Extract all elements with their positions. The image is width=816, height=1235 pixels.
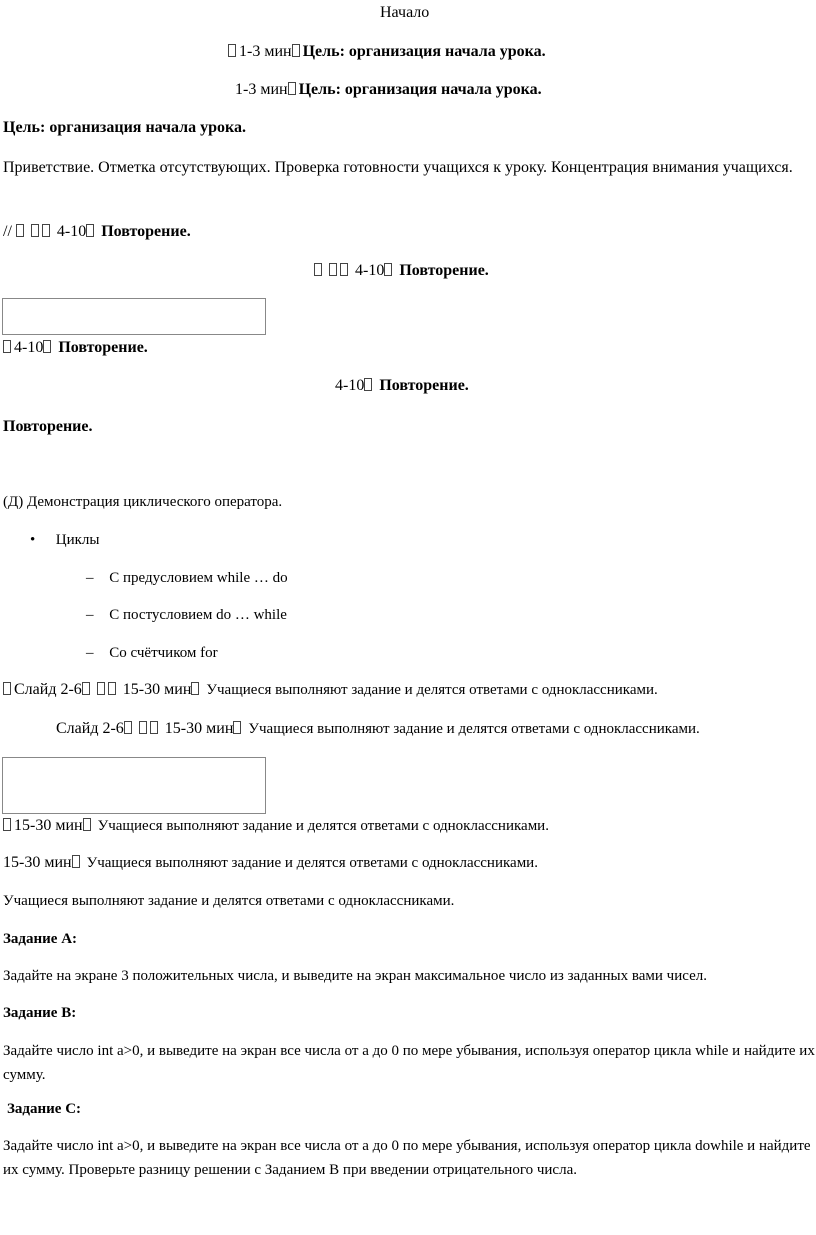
missing-glyph-icon — [3, 340, 11, 353]
slide-text: Учащиеся выполняют задание и делятся ответами с одноклассниками. — [206, 682, 658, 698]
task-b-text: Задайте число int a>0, и выведите на экран все числа от a до 0 по мере убывания, используя оператор цикла while и найдите их сумму. — [3, 1043, 815, 1083]
repeat-label: Повторение. — [101, 223, 191, 240]
goal-text: Цель: организация начала урока. — [302, 43, 546, 60]
slide-line-1 — [3, 680, 658, 700]
empty-frame — [2, 757, 266, 814]
goal-text: Цель: организация начала урока. — [298, 81, 542, 98]
repeat-time: 4-10 — [335, 377, 365, 394]
dash-icon: – — [86, 645, 94, 661]
task-c-text: Задайте число int a>0, и выведите на экран все числа от a до 0 по мере убывания, используя оператор цикла dowhile и найдите их сумму. Проверьте разницу решении с Заданием В при введении отрицательного числа. — [3, 1138, 811, 1178]
missing-glyph-icon — [124, 721, 132, 734]
cycles-label: Циклы — [55, 532, 100, 548]
missing-glyph-icon — [3, 682, 11, 695]
bullet-icon: • — [30, 532, 36, 548]
missing-glyph-icon — [228, 44, 236, 57]
task-a-text: Задайте на экране 3 положительных числа, и выведите на экран максимальное число из заданных вами чисел. — [3, 968, 707, 984]
missing-glyph-icon — [364, 378, 372, 391]
missing-glyph-icon — [3, 818, 11, 831]
cycle-item — [86, 568, 288, 588]
missing-glyph-icon — [82, 682, 90, 695]
slide-line-3 — [3, 816, 549, 836]
greeting-paragraph: Приветствие. Отметка отсутствующих. Проверка готовности учащихся к уроку. Концентрация внимания учащихся. — [3, 159, 793, 176]
repeat-time: 4-10 — [14, 339, 44, 356]
missing-glyph-icon — [43, 340, 51, 353]
slide-time: 15-30 мин — [3, 854, 72, 871]
missing-glyph-icon — [139, 721, 147, 734]
cycle-item — [86, 605, 287, 625]
cycle-item — [86, 643, 218, 663]
slide-time: 15-30 мин — [164, 720, 234, 737]
cycle-item-text: Со счётчиком for — [109, 645, 218, 661]
demo-line: (Д) Демонстрация циклического оператора. — [3, 494, 283, 510]
goal-time: 1-3 мин — [235, 81, 288, 98]
slide-time: 15-30 мин — [122, 681, 192, 698]
missing-glyph-icon — [292, 44, 300, 57]
repeat-label: Повторение. — [399, 262, 489, 279]
slide-text: Учащиеся выполняют задание и делятся ответами с одноклассниками. — [97, 818, 549, 834]
task-a-title: Задание А: — [3, 931, 78, 947]
missing-glyph-icon — [233, 721, 241, 734]
task-b-title: Задание В: — [3, 1005, 77, 1021]
missing-glyph-icon — [191, 682, 199, 695]
missing-glyph-icon — [329, 263, 337, 276]
dash-icon: – — [86, 607, 94, 623]
repeat-label: Повторение. — [379, 377, 469, 394]
goal-line-3: Цель: организация начала урока. — [3, 119, 247, 136]
missing-glyph-icon — [83, 818, 91, 831]
missing-glyph-icon — [150, 721, 158, 734]
repeat-time: 4-10 — [355, 262, 385, 279]
slide-line-5: Учащиеся выполняют задание и делятся ответами с одноклассниками. — [3, 893, 455, 909]
missing-glyph-icon — [31, 224, 39, 237]
slide-line-2 — [56, 719, 700, 739]
repeat-line-5: Повторение. — [3, 418, 93, 435]
repeat-label: Повторение. — [58, 339, 148, 356]
missing-glyph-icon — [42, 224, 50, 237]
missing-glyph-icon — [288, 82, 296, 95]
repeat-time: 4-10 — [56, 223, 87, 240]
slide-text: Учащиеся выполняют задание и делятся ответами с одноклассниками. — [86, 855, 538, 871]
missing-glyph-icon — [384, 263, 392, 276]
goal-time: 1-3 мин — [239, 43, 292, 60]
slide-line-4 — [3, 853, 538, 873]
cycle-item-text: С предусловием while … do — [109, 570, 288, 586]
slide-label: Слайд 2-6 — [56, 720, 124, 737]
missing-glyph-icon — [97, 682, 105, 695]
slide-time: 15-30 мин — [14, 817, 83, 834]
slide-text: Учащиеся выполняют задание и делятся ответами с одноклассниками. — [248, 721, 700, 737]
missing-glyph-icon — [340, 263, 348, 276]
repeat-line-3 — [3, 338, 148, 358]
goal-line-1 — [228, 42, 546, 62]
cycle-item-text: С постусловием do … while — [109, 607, 287, 623]
task-c-title: Задание С: — [7, 1101, 82, 1117]
missing-glyph-icon — [314, 263, 322, 276]
slide-label: Слайд 2-6 — [14, 681, 82, 698]
cycles-bullet-item — [30, 530, 99, 550]
missing-glyph-icon — [72, 855, 80, 868]
dash-icon: – — [86, 570, 94, 586]
repeat-prefix: // — [3, 223, 12, 240]
missing-glyph-icon — [108, 682, 116, 695]
repeat-line-2 — [314, 261, 489, 281]
page-title: Начало — [380, 4, 430, 21]
empty-frame — [2, 298, 266, 335]
repeat-line-4 — [335, 376, 469, 396]
missing-glyph-icon — [86, 224, 94, 237]
repeat-line-1 — [3, 222, 191, 242]
goal-line-2 — [235, 80, 542, 100]
missing-glyph-icon — [16, 224, 24, 237]
